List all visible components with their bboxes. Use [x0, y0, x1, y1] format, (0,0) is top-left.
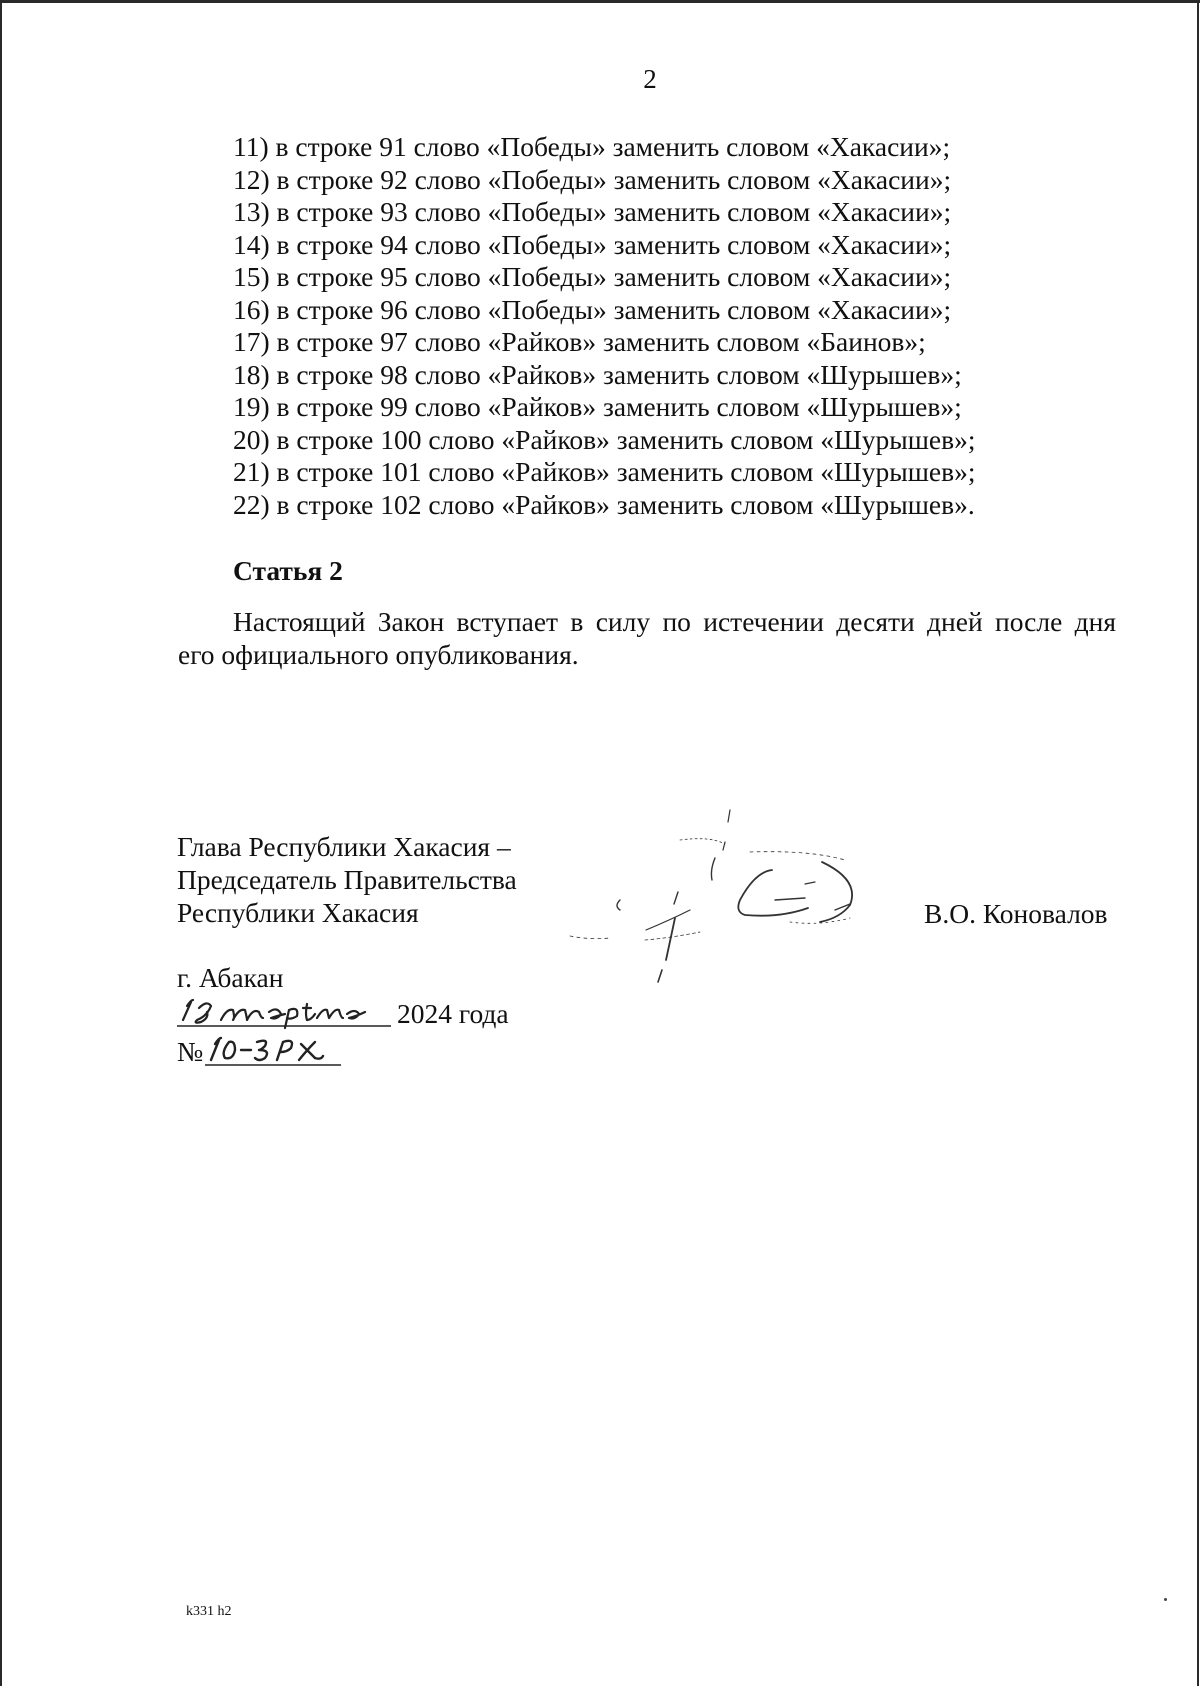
list-item: 15) в строке 95 слово «Победы» заменить словом «Хакасии»;	[233, 261, 952, 292]
date-suffix: 2024 года	[397, 998, 509, 1029]
signatory-title-line: Глава Республики Хакасия –	[177, 831, 511, 862]
list-item: 21) в строке 101 слово «Райков» заменить словом «Шурышев»;	[233, 456, 976, 487]
handwritten-signature-icon	[550, 800, 900, 990]
scan-left-edge	[0, 0, 2, 1686]
list-item: 18) в строке 98 слово «Райков» заменить словом «Шурышев»;	[233, 358, 962, 390]
list-item: 19) в строке 99 слово «Райков» заменить словом «Шурышев»;	[233, 391, 962, 422]
signatory-title-line: Республики Хакасия	[177, 897, 419, 928]
article-text-line: Настоящий Закон вступает в силу по истечении десяти дней после дня	[233, 606, 1116, 637]
scan-top-edge	[0, 0, 1200, 3]
list-item: 22) в строке 102 слово «Райков» заменить словом «Шурышев».	[233, 488, 975, 520]
scan-speck	[1164, 1598, 1167, 1601]
document-code: k331 h2	[186, 1604, 232, 1619]
page-number: 2	[643, 64, 657, 94]
amendment-list	[233, 131, 975, 521]
handwritten-number-icon	[203, 1030, 343, 1068]
law-number	[177, 1030, 343, 1070]
signer-name: В.О. Коновалов	[924, 898, 1108, 929]
list-item: 17) в строке 97 слово «Райков» заменить словом «Баинов»;	[233, 326, 926, 357]
list-item: 12) в строке 92 слово «Победы» заменить словом «Хакасии»;	[233, 163, 952, 195]
list-item: 11) в строке 91 слово «Победы» заменить словом «Хакасии»;	[233, 131, 951, 162]
list-item: 16) в строке 96 слово «Победы» заменить словом «Хакасии»;	[233, 293, 952, 325]
signatory-title	[177, 830, 517, 929]
handwritten-date-icon	[177, 994, 397, 1030]
article-text	[178, 605, 1116, 671]
scan-right-edge	[1197, 0, 1199, 1686]
list-item: 14) в строке 94 слово «Победы» заменить словом «Хакасии»;	[233, 228, 952, 260]
enactment-place: г. Абакан	[177, 962, 284, 993]
list-item: 20) в строке 100 слово «Райков» заменить словом «Шурышев»;	[233, 423, 976, 455]
signatory-title-line: Председатель Правительства	[177, 864, 517, 895]
enactment-date	[177, 994, 509, 1030]
list-item: 13) в строке 93 слово «Победы» заменить словом «Хакасии»;	[233, 196, 952, 227]
article-text-line: его официального опубликования.	[178, 639, 579, 670]
article-heading: Статья 2	[233, 555, 343, 586]
number-prefix: №	[177, 1036, 204, 1067]
